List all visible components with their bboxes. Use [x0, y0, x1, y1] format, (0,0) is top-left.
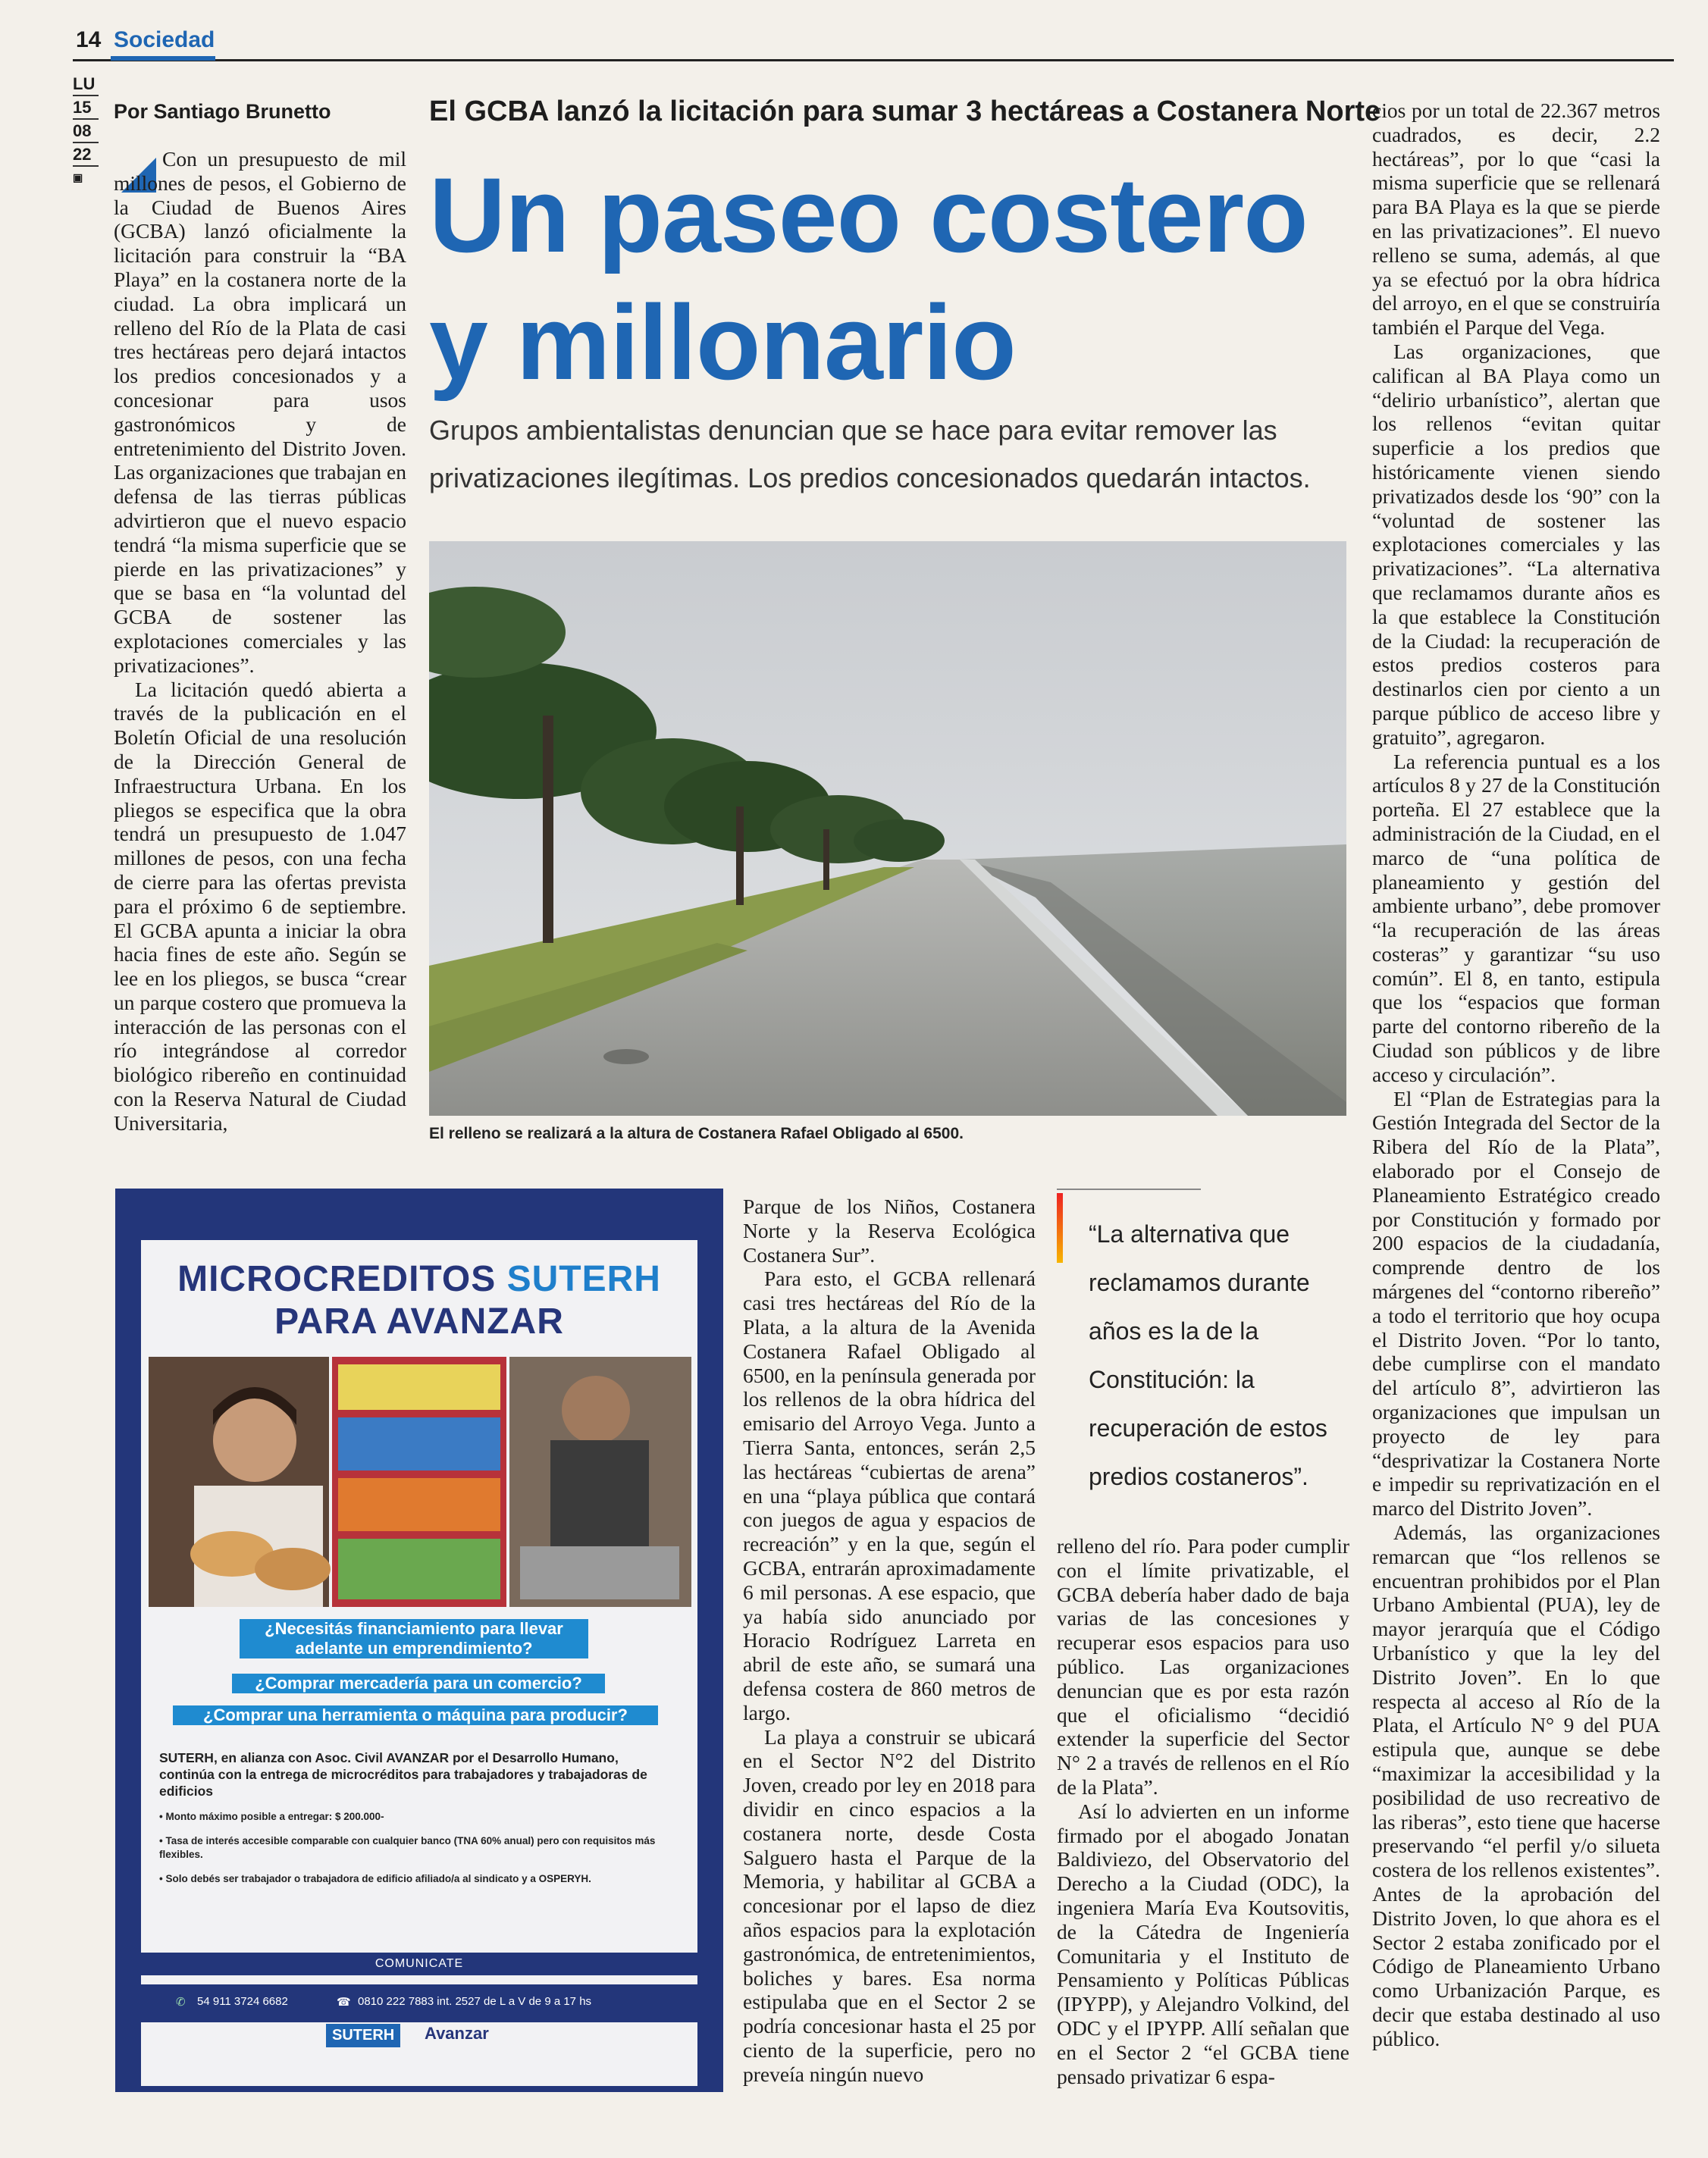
whatsapp-icon: ✆: [176, 1996, 186, 2009]
paragraph: Además, las organizaciones remarcan que “los rellenos se encuentran prohibidos por el Plan Urbano Ambiental (PUA), ley de mayor jerarquía que el Código Urbanístico y que la ley del Distrito Joven”. En lo que respecta al acceso al Río de la Plata, el Artículo N° 9 del PUA estipula que, aunque se debe “maximizar la accesibilidad y la posibilidad de uso recreativo de las riberas”, esto tiene que hacerse preservando “el perfil y/o silueta costera de los rellenos existentes”. Antes de la aprobación del Distrito Joven, lo que ahora es el Sector 2 estaba zonificado por el Código de Planeamiento Urbano como Urbanización Parque, es decir que estaba destinado al uso público.: [1372, 1521, 1660, 2050]
suterh-logo: SUTERH: [326, 2024, 400, 2047]
headline: [429, 152, 1308, 406]
paragraph: Parque de los Niños, Costanera Norte y la Reserva Ecológica Costanera Sur”.: [743, 1195, 1036, 1267]
article-column-3: [1057, 1534, 1349, 2088]
quote-accent-bar: [1057, 1193, 1063, 1263]
phone-icon: ☎: [337, 1996, 351, 2009]
article-column-4: [1372, 99, 1660, 2051]
paragraph: La licitación quedó abierta a través de la publicación en el Boletín Oficial de una resolución de la Dirección General de Infraestructura Urbana. En los pliegos se especifica que la obra tendrá un presupuesto de 1.047 millones de pesos, con una fecha de cierre para las ofertas prevista para el próximo 6 de septiembre. El GCBA apunta a iniciar la obra hacia fines de este año. Según se lee en los pliegos, se busca “crear un parque costero que promueva la interacción de las personas con el río integrándose al corredor biológico ribereño en continuidad con la Reserva Natural de Ciudad Universitaria,: [114, 677, 406, 1135]
newspaper-mark-icon: ▣: [73, 171, 83, 183]
ad-question-1: ¿Necesitás financiamiento para llevar adelante un emprendimiento?: [240, 1619, 588, 1658]
kicker: El GCBA lanzó la licitación para sumar 3 hectáreas a Costanera Norte: [429, 96, 1381, 127]
byline: Por Santiago Brunetto: [114, 100, 331, 123]
paragraph: cios por un total de 22.367 metros cuadrados, es decir, 2.2 hectáreas”, por lo que “casi la misma superficie que se rellenará para BA Playa es la que se pierde en las privatizaciones”. El nuevo relleno se suma, además, al que ya se efectuó por la obra hídrica del arroyo, en el que se construiría también el Parque del Vega.: [1372, 99, 1660, 340]
section-accent-rule: [111, 56, 215, 61]
ad-contact-label: COMUNICATE: [141, 1953, 697, 1975]
ad-bullet: • Monto máximo posible a entregar: $ 200.000-: [159, 1811, 384, 1822]
paragraph: La referencia puntual es a los artículos 8 y 27 de la Constitución porteña. El 27 establece que la administración de la Ciudad, en el marco de “una política de planeamiento y gestión del ambiente urbano”, debe promover “la recuperación de las áreas costeras” y garantizar “su uso común”. El 8, en tanto, estipula que los “espacios que forman parte del contorno ribereño de la Ciudad son públicos y de libre acceso y circulación”.: [1372, 749, 1660, 1086]
ad-collage-photo: [149, 1357, 691, 1607]
page-number: 14: [76, 27, 102, 52]
ad-question-3: ¿Comprar una herramienta o máquina para producir?: [173, 1705, 658, 1725]
paragraph: Las organizaciones, que califican al BA Playa como un “delirio urbanístico”, alertan que los rellenos “evitan quitar superficie a los predios que históricamente vienen siendo privatizados desde los ‘90” con la “voluntad de sostener las explotaciones comerciales y las privatizaciones”. “La alternativa que reclamamos durante años es la que establece la Constitución de la Ciudad: la recuperación de estos predios costeros para destinarlos cien por ciento a un parque público de acceso libre y gratuito”, agregaron.: [1372, 339, 1660, 749]
quote-rule: [1057, 1189, 1201, 1190]
section-name: Sociedad: [114, 27, 215, 52]
headline-line-2: y millonario: [429, 283, 1016, 402]
coastal-walk-photo: [429, 541, 1346, 1116]
photo-caption: El relleno se realizará a la altura de Costanera Rafael Obligado al 6500.: [429, 1125, 964, 1142]
ad-title-a: MICROCREDITOS: [177, 1259, 497, 1299]
ad-bullet: • Solo debés ser trabajador o trabajadora de edificio afiliado/a al sindicato y a OSPERYH.: [159, 1873, 591, 1884]
ad-body: [159, 1749, 660, 1886]
ad-title: [141, 1258, 697, 1343]
date-month: 08: [73, 120, 99, 143]
date-box: [73, 73, 99, 189]
article-column-1: [114, 147, 406, 1135]
headline-line-1: Un paseo costero: [429, 155, 1308, 274]
paragraph: Con un presupuesto de mil millones de pesos, el Gobierno de la Ciudad de Buenos Aires (GCBA) lanzó oficialmente la licitación para construir la “BA Playa” en la costanera norte de la ciudad. La obra implicará un relleno del Río de la Plata de casi tres hectáreas pero dejará intactos los predios concesionados y a concesionar para usos gastronómicos y de entretenimiento del Distrito Joven. Las organizaciones que trabajan en defensa de las tierras públicas advirtieron que el nuevo espacio tendrá “la misma superficie que se pierde en las privatizaciones” y que se basa en “la voluntad del GCBA de sostener las explotaciones comerciales y las privatizaciones”.: [114, 147, 406, 677]
ad-contacts: [141, 1984, 697, 2022]
paragraph: El “Plan de Estrategias para la Gestión Integrada del Sector de la Ribera del Río de la Plata”, elaborado por el Consejo de Planeamiento Estratégico creado por Constitución y formado por 200 espacios de la ciudadanía, comprende dentro de los márgenes del “contorno ribereño” a todo el territorio que hoy ocupa el Distrito Joven. “Por lo tanto, debe cumplirse con el mandato del artículo 8”, advirtieron las organizaciones que impulsan un proyecto de ley para “desprivatizar la Costanera Norte e impedir su reprivatización en el marco del Distrito Joven”.: [1372, 1086, 1660, 1521]
subtitle: [429, 406, 1354, 502]
header-rule: [73, 59, 1674, 61]
ad-bullet: • Tasa de interés accesible comparable con cualquier banco (TNA 60% anual) pero con requisitos más flexibles.: [159, 1835, 656, 1860]
ad-body-text: SUTERH, en alianza con Asoc. Civil AVANZAR por el Desarrollo Humano, continúa con la entrega de microcréditos para trabajadores y trabajadoras de edificios: [159, 1750, 647, 1799]
article-column-2: [743, 1195, 1036, 2086]
pull-quote: “La alternativa que reclamamos durante años es la de la Constitución: la recuperación de estos predios costaneros”.: [1089, 1220, 1327, 1490]
subtitle-line-1: Grupos ambientalistas denuncian que se hace para evitar remover las: [429, 415, 1277, 446]
avanzar-logo: Avanzar: [425, 2024, 489, 2043]
date-daynum: 15: [73, 96, 99, 120]
paragraph: Para esto, el GCBA rellenará casi tres hectáreas del Río de la Plata, a la altura de la Avenida Costanera Rafael Obligado al 6500, en la península generada por los rellenos de la obra hídrica del emisario del Arroyo Vega. Junto a Tierra Santa, entonces, serán 2,5 las hectáreas “cubiertas de arena” en una “playa pública que contará con juegos de agua y espacios de recreación” y en la que, según el GCBA, entrarán aproximadamente 6 mil personas. A ese espacio, que ya había sido anunciado por Horacio Rodríguez Larreta en abril de este año, se sumará una defensa costera de 860 metros de largo.: [743, 1267, 1036, 1724]
ad-title-b: SUTERH: [506, 1259, 661, 1299]
ad-question-2: ¿Comprar mercadería para un comercio?: [232, 1674, 605, 1693]
paragraph: La playa a construir se ubicará en el Sector N°2 del Distrito Joven, creado por ley en 2018 para dividir en cinco espacios a la costanera norte, desde Costa Salguero hasta el Parque de la Memoria, y habilitar al GCBA a concesionar por el lapso de diez años espacios para la explotación gastronómica, de entretenimientos, boliches y bares. Esa norma estipulaba que en el Sector 2 se podría concesionar hasta el 25 por ciento de la superficie, pero no preveía ningún nuevo: [743, 1724, 1036, 2086]
paragraph: relleno del río. Para poder cumplir con el límite privatizable, el GCBA debería haber dado de baja varias de las concesiones y recuperar esos espacios para uso público. Las organizaciones denuncian que es por esta razón que el oficialismo “decidió extender la superficie del Sector N° 2 a través de rellenos en el Río de la Plata”.: [1057, 1534, 1349, 1799]
subtitle-line-2: privatizaciones ilegítimas. Los predios concesionados quedarán intactos.: [429, 462, 1311, 493]
ad-phone: 0810 222 7883 int. 2527 de L a V de 9 a 17 hs: [358, 1995, 592, 2008]
ad-logos: [318, 2019, 516, 2057]
ad-title-c: PARA AVANZAR: [274, 1301, 564, 1342]
date-day: LU: [73, 73, 99, 96]
ad-whatsapp: 54 911 3724 6682: [197, 1995, 288, 2008]
date-year: 22: [73, 143, 99, 167]
paragraph: Así lo advierten en un informe firmado por el abogado Jonatan Baldiviezo, del Observatorio del Derecho a la Ciudad (ODC), la ingeniera María Eva Koutsovitis, de la Cátedra de Ingeniería Comunitaria y el Instituto de Pensamiento y Políticas Públicas (IPYPP), y Alejandro Volkind, del ODC y el IPYPP. Allí señalan que en el Sector 2 “el GCBA tiene pensado privatizar 6 espa-: [1057, 1799, 1349, 2088]
